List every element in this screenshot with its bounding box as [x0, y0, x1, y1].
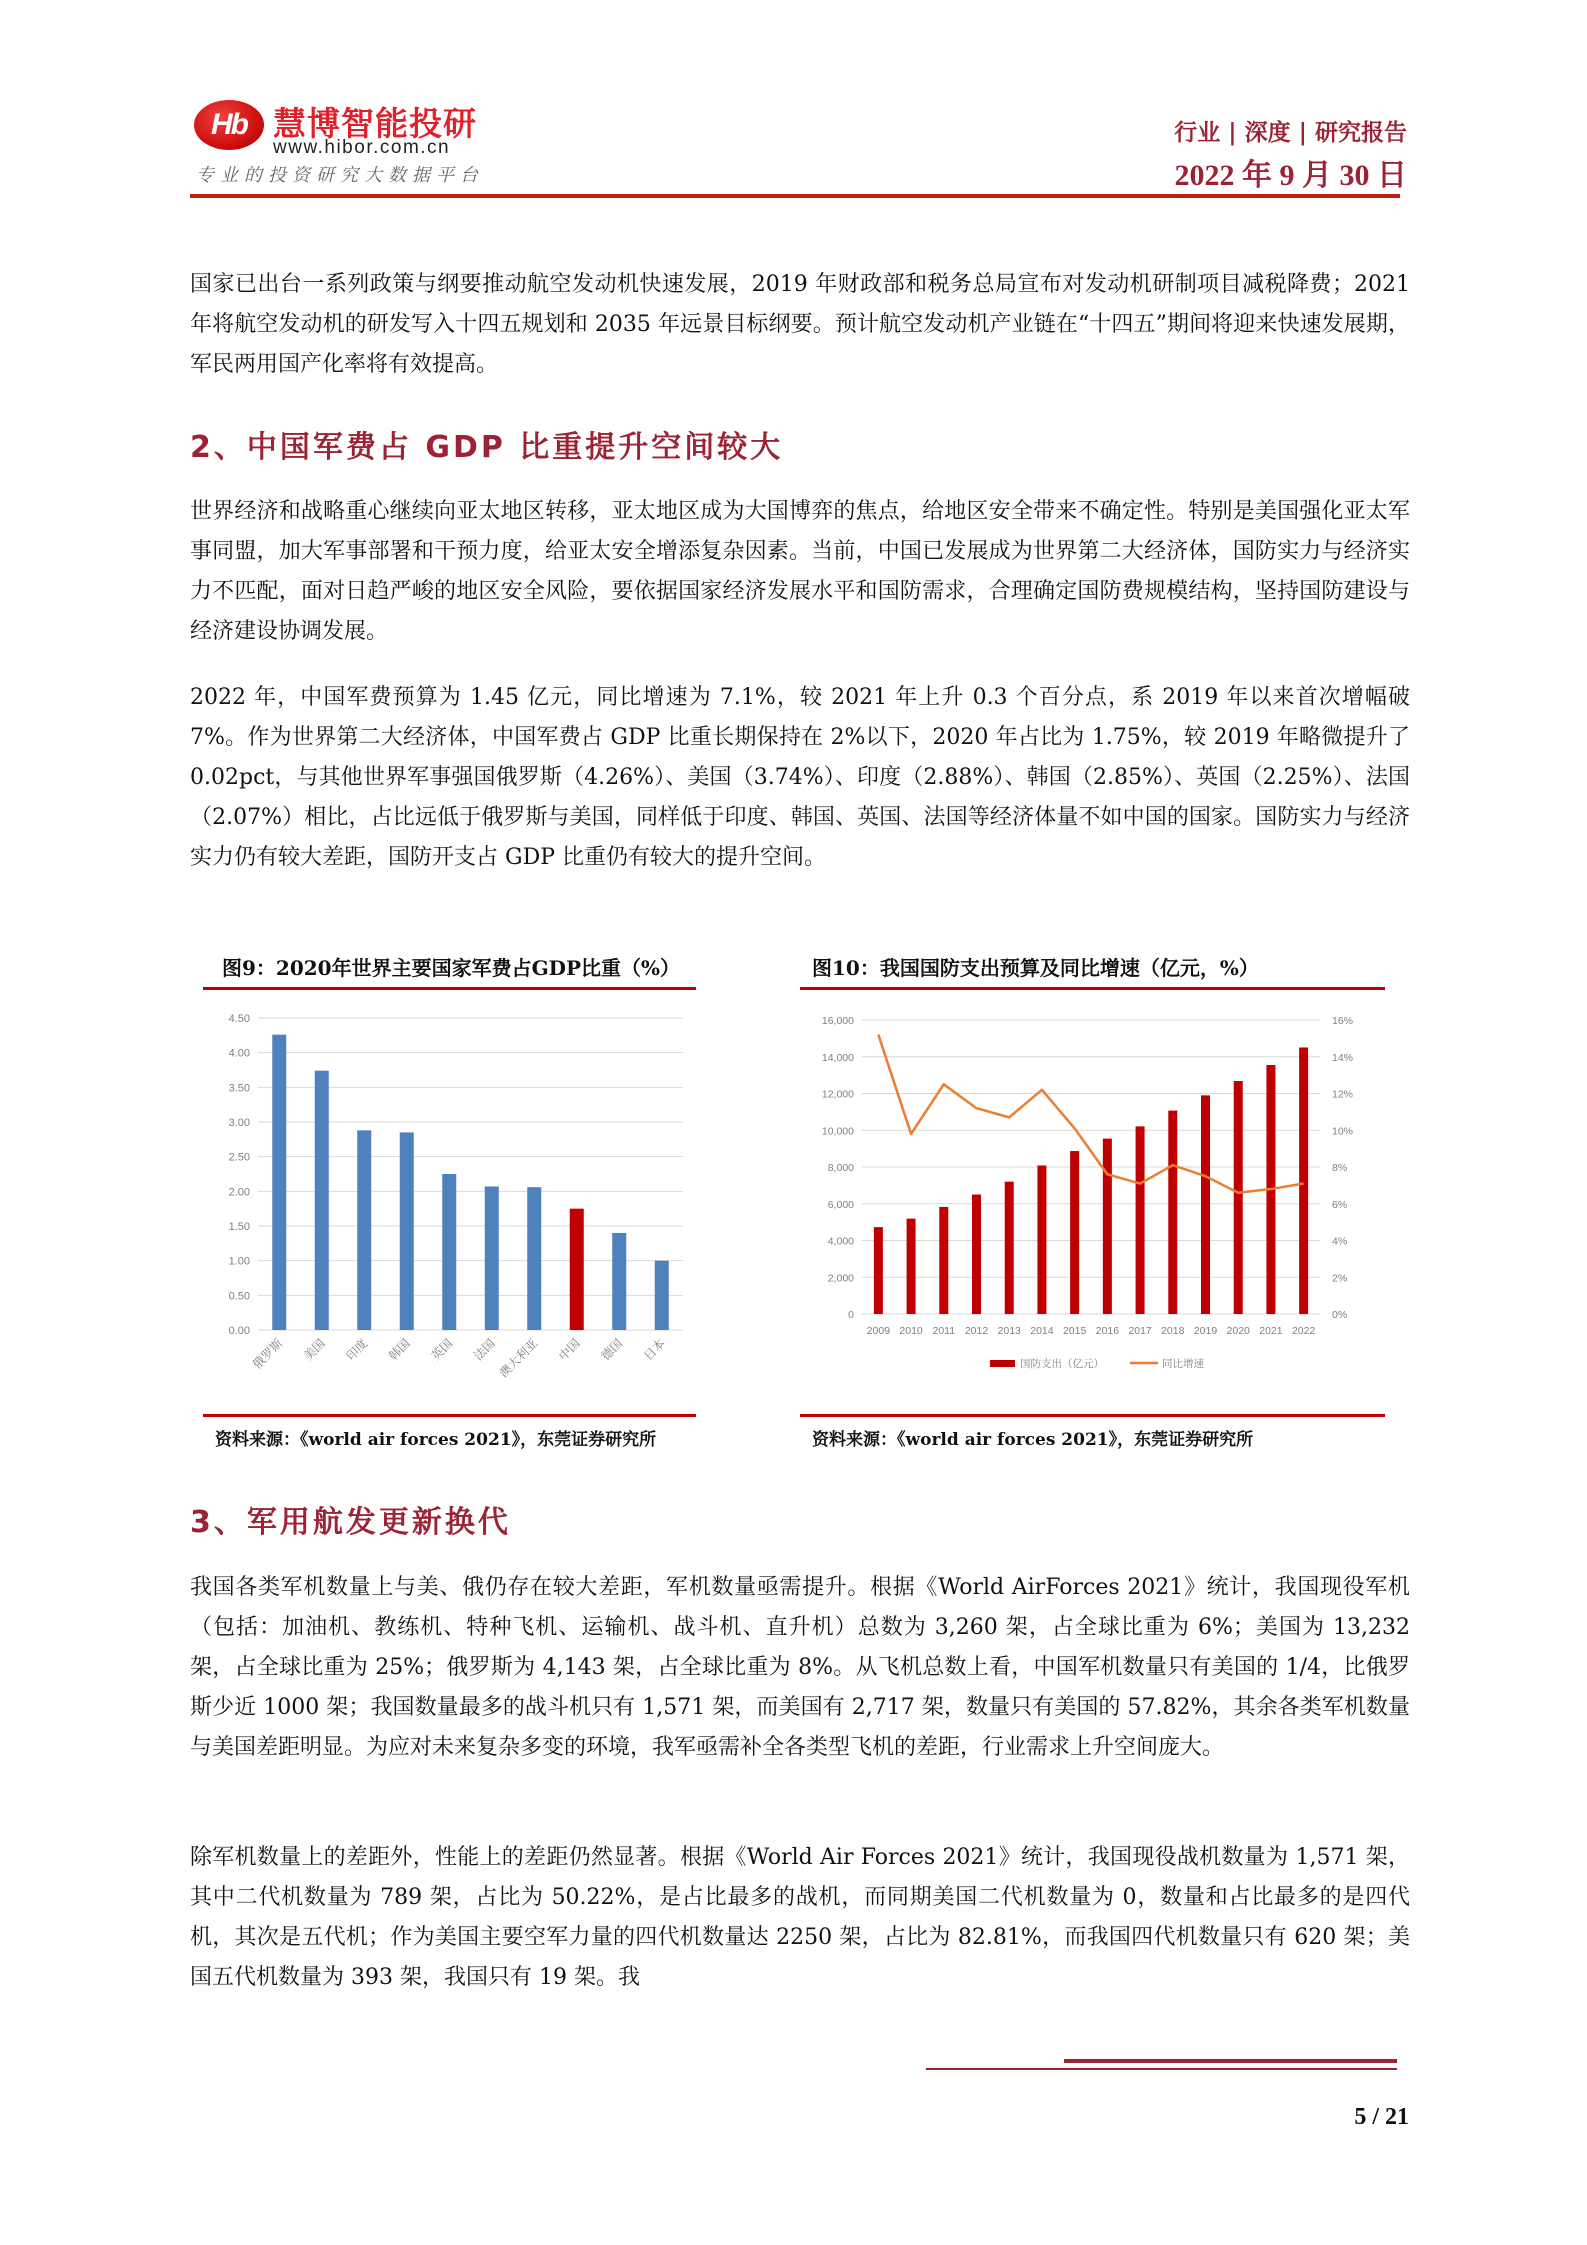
y-left-tick-label: 14,000	[821, 1051, 854, 1064]
y-right-tick-label: 14%	[1332, 1051, 1354, 1064]
bar	[612, 1233, 626, 1330]
figure-9-chart	[203, 1000, 696, 1405]
bar	[400, 1132, 414, 1330]
legend-bar-label: 国防支出（亿元）	[1020, 1358, 1104, 1370]
x-tick-label: 2010	[899, 1325, 923, 1337]
bar	[874, 1227, 883, 1314]
y-left-tick-label: 6,000	[827, 1198, 854, 1211]
bar	[655, 1261, 669, 1330]
section-heading-3: 3、军用航发更新换代	[190, 1505, 511, 1540]
x-tick-label: 2015	[1062, 1325, 1087, 1337]
paragraph-military-budget: 2022 年，中国军费预算为 1.45 亿元，同比增速为 7.1%，较 2021 年上升 0.3 个百分点，系 2019 年以来首次增幅破 7%。作为世界第二大经济体，中国军费占 GDP 比重长期保持在 2%以下，2020 年占比为 1.75%，较 2019 年略微提升了 0.02pct，与其他世界军事强国俄罗斯（4.26%）、美国（3.74%）、印度（2.88%）、韩国（2.85%）、英国（2.25%）、法国（2.07%）相比，占比远低于俄罗斯与美国，同样低于印度、韩国、英国、法国等经济体量不如中国的国家。国防实力与经济实力仍有较大差距，国防开支占 GDP 比重仍有较大的提升空间。	[190, 685, 1410, 870]
x-tick-label: 2011	[932, 1325, 956, 1337]
paragraph-asia-pacific: 世界经济和战略重心继续向亚太地区转移，亚太地区成为大国博弈的焦点，给地区安全带来不确定性。特别是美国强化亚太军事同盟，加大军事部署和干预力度，给亚太安全增添复杂因素。当前，中国已发展成为世界第二大经济体，国防实力与经济实力不匹配，面对日趋严峻的地区安全风险，要依据国家经济发展水平和国防需求，合理确定国防费规模结构，坚持国防建设与经济建设协调发展。	[190, 499, 1410, 644]
bar	[1201, 1095, 1210, 1314]
bar	[315, 1071, 329, 1330]
x-tick-label: 英国	[428, 1336, 456, 1364]
x-tick-label: 2021	[1259, 1325, 1283, 1337]
y-right-tick-label: 16%	[1332, 1015, 1354, 1027]
y-tick-label: 4.00	[228, 1047, 250, 1060]
y-left-tick-label: 10,000	[821, 1125, 854, 1138]
bar	[485, 1186, 499, 1330]
bar	[972, 1195, 981, 1314]
x-tick-label: 2019	[1193, 1325, 1218, 1337]
gdp-share-bar-chart	[203, 1000, 696, 1405]
x-tick-label: 日本	[640, 1336, 668, 1364]
y-tick-label: 1.00	[228, 1255, 250, 1268]
paragraph-aircraft-performance: 除军机数量上的差距外，性能上的差距仍然显著。根据《World Air Forces 2021》统计，我国现役战机数量为 1,571 架，其中二代机数量为 789 架，占比为 50.22%，是占比最多的战机，而同期美国二代机数量为 0，数量和占比最多的是四代机，其次是五代机；作为美国主要空军力量的四代机数量达 2250 架，占比为 82.81%，而我国四代机数量只有 620 架；美国五代机数量为 393 架，我国只有 19 架。我	[190, 1845, 1410, 1990]
page-number: 5 / 21	[1354, 2104, 1409, 2130]
footer-rule-thick	[1064, 2059, 1397, 2063]
legend-bar-swatch	[990, 1360, 1015, 1367]
y-tick-label: 0.00	[228, 1325, 250, 1337]
y-tick-label: 3.50	[228, 1082, 250, 1095]
x-tick-label: 俄罗斯	[250, 1336, 286, 1372]
y-left-tick-label: 2,000	[827, 1272, 854, 1285]
x-tick-label: 2020	[1226, 1325, 1250, 1337]
y-tick-label: 3.00	[228, 1117, 250, 1129]
figure-10-top-rule	[800, 987, 1385, 990]
y-right-tick-label: 8%	[1332, 1162, 1348, 1174]
y-tick-label: 0.50	[228, 1290, 250, 1303]
x-tick-label: 韩国	[385, 1336, 413, 1364]
x-tick-label: 法国	[470, 1336, 498, 1364]
hibor-logo-icon: Hb	[194, 100, 264, 150]
figure-9-title: 图9：2020年世界主要国家军费占GDP比重（%）	[222, 956, 681, 980]
x-tick-label: 2016	[1095, 1325, 1120, 1337]
report-type: 行业 | 深度 | 研究报告	[1174, 119, 1407, 146]
x-tick-label: 中国	[555, 1336, 583, 1364]
defense-budget-combo-chart	[800, 1000, 1385, 1405]
y-right-tick-label: 10%	[1332, 1125, 1354, 1138]
bar	[939, 1207, 948, 1314]
x-tick-label: 美国	[300, 1336, 328, 1364]
y-right-tick-label: 6%	[1332, 1198, 1348, 1211]
y-left-tick-label: 16,000	[821, 1015, 854, 1027]
y-right-tick-label: 12%	[1332, 1088, 1354, 1101]
bar	[1136, 1126, 1145, 1314]
x-tick-label: 2013	[997, 1325, 1021, 1337]
bar	[1234, 1081, 1243, 1314]
x-tick-label: 2009	[866, 1325, 891, 1337]
x-tick-label: 2022	[1291, 1325, 1316, 1337]
y-right-tick-label: 4%	[1332, 1235, 1348, 1248]
bar	[1037, 1165, 1046, 1314]
x-tick-label: 2017	[1128, 1325, 1152, 1337]
y-tick-label: 2.50	[228, 1151, 250, 1164]
bar	[1299, 1047, 1308, 1314]
x-tick-label: 2014	[1030, 1325, 1054, 1337]
y-left-tick-label: 0	[848, 1309, 854, 1321]
y-left-tick-label: 8,000	[827, 1162, 854, 1174]
bar	[272, 1035, 286, 1330]
bar	[1005, 1182, 1014, 1314]
y-tick-label: 1.50	[228, 1221, 250, 1233]
figure-10-source: 资料来源：《world air forces 2021》，东莞证券研究所	[812, 1430, 1254, 1450]
x-tick-label: 2018	[1161, 1325, 1185, 1337]
y-left-tick-label: 4,000	[827, 1235, 854, 1248]
bar	[1103, 1139, 1112, 1314]
bar	[527, 1187, 541, 1330]
x-tick-label: 澳大利亚	[496, 1336, 541, 1381]
y-tick-label: 2.00	[228, 1186, 250, 1199]
figure-9-top-rule	[203, 987, 696, 990]
y-left-tick-label: 12,000	[821, 1088, 854, 1101]
header-divider	[190, 194, 1400, 198]
x-tick-label: 2012	[964, 1325, 989, 1337]
logo-slogan: 专业的投资研究大数据平台	[196, 165, 484, 186]
figure-9-source: 资料来源：《world air forces 2021》，东莞证券研究所	[215, 1430, 657, 1450]
paragraph-aircraft-count: 我国各类军机数量上与美、俄仍存在较大差距，军机数量亟需提升。根据《World AirForces 2021》统计，我国现役军机（包括：加油机、教练机、特种飞机、运输机、战斗机、直升机）总数为 3,260 架，占全球比重为 6%；美国为 13,232 架，占全球比重为 25%；俄罗斯为 4,143 架，占全球比重为 8%。从飞机总数上看，中国军机数量只有美国的 1/4，比俄罗斯少近 1000 架；我国数量最多的战斗机只有 1,571 架，而美国有 2,717 架，数量只有美国的 57.82%，其余各类军机数量与美国差距明显。为应对未来复杂多变的环境，我军亟需补全各类型飞机的差距，行业需求上升空间庞大。	[190, 1575, 1410, 1760]
bar	[1168, 1111, 1177, 1314]
figure-10-bottom-rule	[800, 1414, 1385, 1417]
bar	[442, 1174, 456, 1330]
bar	[1070, 1151, 1079, 1314]
x-tick-label: 德国	[598, 1336, 626, 1364]
figure-9-bottom-rule	[203, 1414, 696, 1417]
bar	[570, 1209, 584, 1330]
paragraph-engine-policy: 国家已出台一系列政策与纲要推动航空发动机快速发展，2019 年财政部和税务总局宣布对发动机研制项目减税降费；2021 年将航空发动机的研发写入十四五规划和 2035 年远景目标纲要。预计航空发动机产业链在“十四五”期间将迎来快速发展期，军民两用国产化率将有效提高。	[190, 272, 1410, 377]
y-right-tick-label: 0%	[1332, 1309, 1348, 1321]
y-right-tick-label: 2%	[1332, 1272, 1348, 1285]
footer-rule-thin	[926, 2068, 1397, 2070]
report-date: 2022 年 9 月 30 日	[1174, 159, 1407, 192]
figure-10-title: 图10：我国国防支出预算及同比增速（亿元，%）	[812, 956, 1259, 980]
y-tick-label: 4.50	[228, 1013, 250, 1025]
legend-line-label: 同比增速	[1162, 1358, 1204, 1370]
logo-name: 慧博智能投研	[273, 104, 477, 143]
bar	[357, 1130, 371, 1330]
logo-url: www.hibor.com.cn	[273, 137, 451, 158]
bar	[907, 1219, 916, 1314]
figure-10-chart	[800, 1000, 1385, 1405]
section-heading-2: 2、中国军费占 GDP 比重提升空间较大	[190, 430, 784, 465]
x-tick-label: 印度	[343, 1336, 371, 1364]
